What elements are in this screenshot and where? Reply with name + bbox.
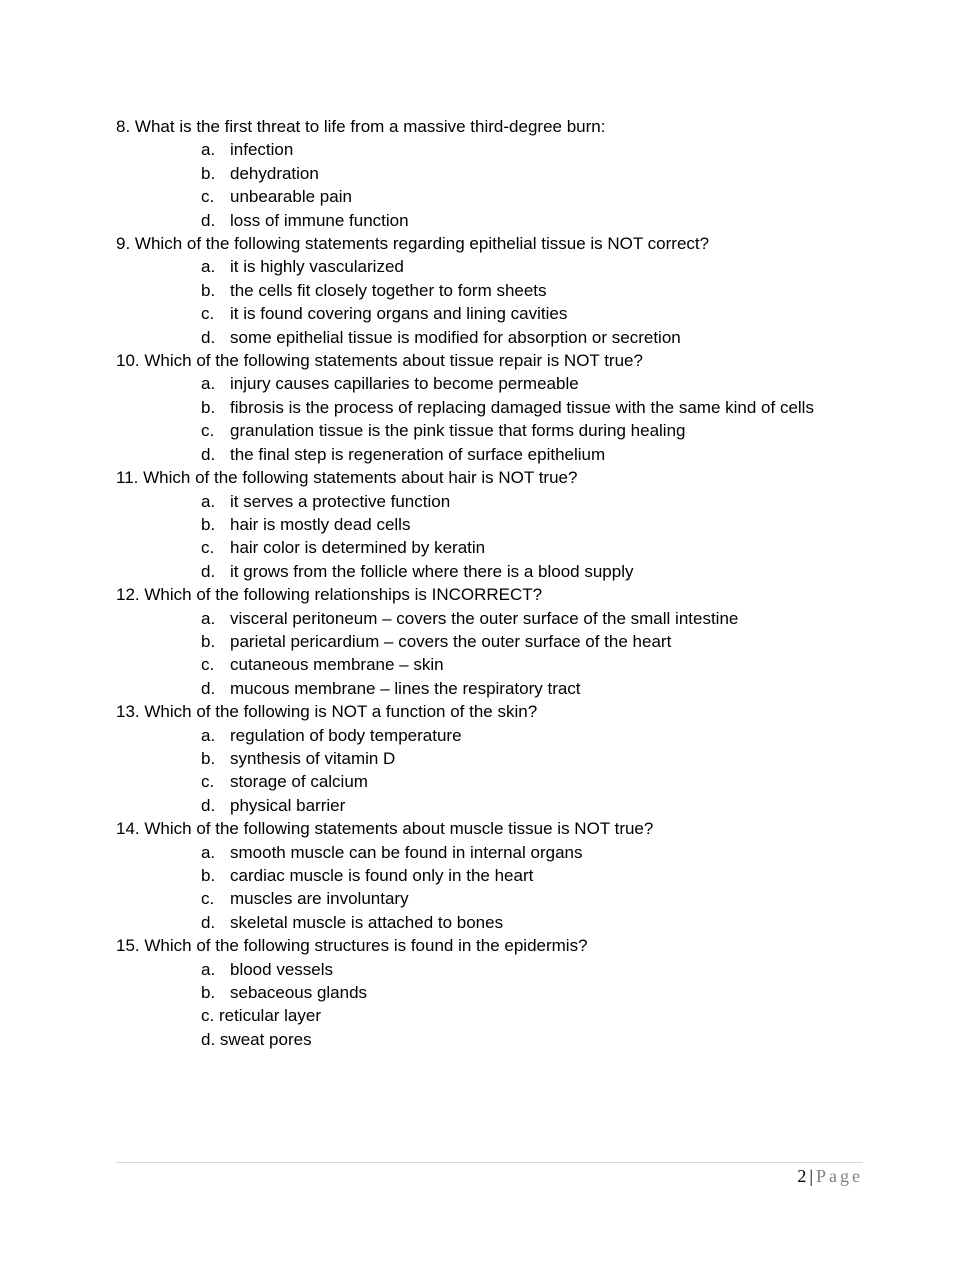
option-text: cardiac muscle is found only in the heart <box>230 866 534 885</box>
option-text: sweat pores <box>219 1029 312 1049</box>
option-text: some epithelial tissue is modified for absorption or secretion <box>230 327 681 347</box>
option-letter: c. <box>201 655 215 675</box>
option-letter: b. <box>201 866 216 885</box>
question-prompt: Which of the following statements about muscle tissue is NOT true? <box>144 819 654 839</box>
question-prompt: Which of the following relationships is INCORRECT? <box>144 585 543 605</box>
option-text: granulation tissue is the pink tissue that forms during healing <box>230 421 686 441</box>
option-b <box>116 747 876 770</box>
option-letter: b. <box>201 514 216 534</box>
option-letter: c. <box>201 421 215 441</box>
option-letter: b. <box>201 983 216 1003</box>
option-text: infection <box>230 140 294 160</box>
option-letter: a. <box>201 725 216 745</box>
option-letter: d. <box>201 795 216 815</box>
question-prompt: Which of the following structures is found in the epidermis? <box>144 936 588 956</box>
option-letter: d. <box>201 327 216 347</box>
option-letter: d. <box>201 444 216 464</box>
option-letter: a. <box>201 140 216 160</box>
question-number: 14. <box>116 819 140 839</box>
page-label: Page <box>816 1166 863 1186</box>
option-b <box>116 981 876 1004</box>
option-a <box>116 841 876 864</box>
question-number: 13. <box>116 702 140 722</box>
option-text: hair color is determined by keratin <box>230 538 486 558</box>
option-a <box>116 372 876 395</box>
question-prompt: Which of the following statements regarding epithelial tissue is NOT correct? <box>134 234 710 254</box>
option-d <box>116 794 876 817</box>
option-text: reticular layer <box>218 1006 322 1026</box>
option-text: dehydration <box>230 163 319 183</box>
option-text: synthesis of vitamin D <box>230 748 396 768</box>
option-list <box>116 724 876 818</box>
question-13 <box>116 700 876 817</box>
question-14 <box>116 817 876 934</box>
option-list <box>116 372 876 466</box>
option-list <box>116 138 876 232</box>
option-text: unbearable pain <box>230 187 352 207</box>
question-prompt: Which of the following statements about hair is NOT true? <box>143 468 578 488</box>
option-text: mucous membrane – lines the respiratory tract <box>230 678 581 698</box>
option-c <box>116 419 876 442</box>
question-text <box>116 700 876 723</box>
option-letter: d. <box>201 561 216 581</box>
option-d <box>116 677 876 700</box>
option-text: cutaneous membrane – skin <box>230 655 444 675</box>
question-text <box>116 466 876 489</box>
option-text: the cells fit closely together to form sheets <box>230 280 547 300</box>
question-number: 9. <box>116 234 131 254</box>
question-list <box>116 115 876 1051</box>
option-letter: c. <box>201 187 215 207</box>
option-text: it grows from the follicle where there is a blood supply <box>230 561 634 581</box>
option-list <box>116 841 876 935</box>
option-list <box>116 958 876 1052</box>
option-text: loss of immune function <box>230 210 409 230</box>
option-letter: d. <box>201 912 216 932</box>
option-letter: b. <box>201 631 216 651</box>
option-text: the final step is regeneration of surface epithelium <box>230 444 606 464</box>
option-list <box>116 607 876 701</box>
question-text <box>116 349 876 372</box>
option-text: visceral peritoneum – covers the outer surface of the small intestine <box>230 608 739 628</box>
option-a <box>116 724 876 747</box>
option-b <box>116 396 876 419</box>
option-text: regulation of body temperature <box>230 725 462 745</box>
option-c <box>116 185 876 208</box>
question-text <box>116 232 876 255</box>
option-a <box>116 490 876 513</box>
option-text: parietal pericardium – covers the outer surface of the heart <box>230 631 672 651</box>
question-text <box>116 115 876 138</box>
option-b <box>116 513 876 536</box>
option-letter: b. <box>201 748 216 768</box>
option-letter: a. <box>201 257 216 277</box>
option-letter: c. <box>201 538 215 558</box>
option-d <box>116 209 876 232</box>
option-text: skeletal muscle is attached to bones <box>230 912 504 932</box>
option-a <box>116 255 876 278</box>
option-letter: a. <box>201 959 216 979</box>
option-letter: a. <box>201 608 216 628</box>
option-d <box>116 443 876 466</box>
option-letter: a. <box>201 491 216 511</box>
option-c <box>116 1004 876 1027</box>
option-letter: b. <box>201 163 216 183</box>
question-10 <box>116 349 876 466</box>
option-text: injury causes capillaries to become permeable <box>230 374 579 394</box>
question-number: 11. <box>116 468 139 488</box>
option-text: fibrosis is the process of replacing damaged tissue with the same kind of cells <box>230 397 814 417</box>
option-letter: d. <box>201 1029 216 1049</box>
question-15 <box>116 934 876 1051</box>
page-number: 2 <box>797 1166 807 1186</box>
footer-separator: | <box>809 1166 813 1186</box>
option-text: it is highly vascularized <box>230 257 404 277</box>
option-letter: b. <box>201 397 216 417</box>
option-text: blood vessels <box>230 959 334 979</box>
option-c <box>116 302 876 325</box>
option-c <box>116 536 876 559</box>
question-prompt: Which of the following statements about tissue repair is NOT true? <box>144 351 643 371</box>
question-text <box>116 934 876 957</box>
question-9 <box>116 232 876 349</box>
option-text: physical barrier <box>230 795 346 815</box>
option-letter: d. <box>201 210 216 230</box>
option-text: muscles are involuntary <box>230 889 409 909</box>
option-b <box>116 279 876 302</box>
option-text: it is found covering organs and lining cavities <box>230 304 568 324</box>
option-text: hair is mostly dead cells <box>230 514 411 534</box>
option-letter: c. <box>201 889 215 909</box>
option-letter: d. <box>201 678 216 698</box>
option-b <box>116 162 876 185</box>
option-letter: b. <box>201 280 216 300</box>
option-d <box>116 911 876 934</box>
option-b <box>116 864 876 887</box>
option-list <box>116 255 876 349</box>
option-c <box>116 770 876 793</box>
question-prompt: Which of the following is NOT a function of the skin? <box>144 702 538 722</box>
option-a <box>116 607 876 630</box>
option-text: it serves a protective function <box>230 491 451 511</box>
question-text <box>116 817 876 840</box>
question-prompt: What is the first threat to life from a massive third-degree burn: <box>134 117 606 136</box>
question-12 <box>116 583 876 700</box>
option-text: smooth muscle can be found in internal organs <box>230 842 583 862</box>
option-text: storage of calcium <box>230 772 368 792</box>
option-letter: c. <box>201 1006 215 1026</box>
option-letter: c. <box>201 772 215 792</box>
footer-divider <box>116 1162 863 1163</box>
question-number: 10. <box>116 351 140 371</box>
option-d <box>116 326 876 349</box>
option-letter: c. <box>201 304 215 324</box>
option-a <box>116 958 876 981</box>
option-list <box>116 490 876 584</box>
question-number: 12. <box>116 585 140 605</box>
option-d <box>116 1028 876 1051</box>
option-c <box>116 887 876 910</box>
question-number: 15. <box>116 936 140 956</box>
option-a <box>116 138 876 161</box>
option-letter: a. <box>201 374 216 394</box>
question-number: 8. <box>116 117 131 136</box>
option-b <box>116 630 876 653</box>
option-d <box>116 560 876 583</box>
option-c <box>116 653 876 676</box>
question-11 <box>116 466 876 583</box>
question-8 <box>116 115 876 232</box>
question-text <box>116 583 876 606</box>
page-footer <box>797 1165 863 1187</box>
option-letter: a. <box>201 842 216 862</box>
option-text: sebaceous glands <box>230 983 368 1003</box>
